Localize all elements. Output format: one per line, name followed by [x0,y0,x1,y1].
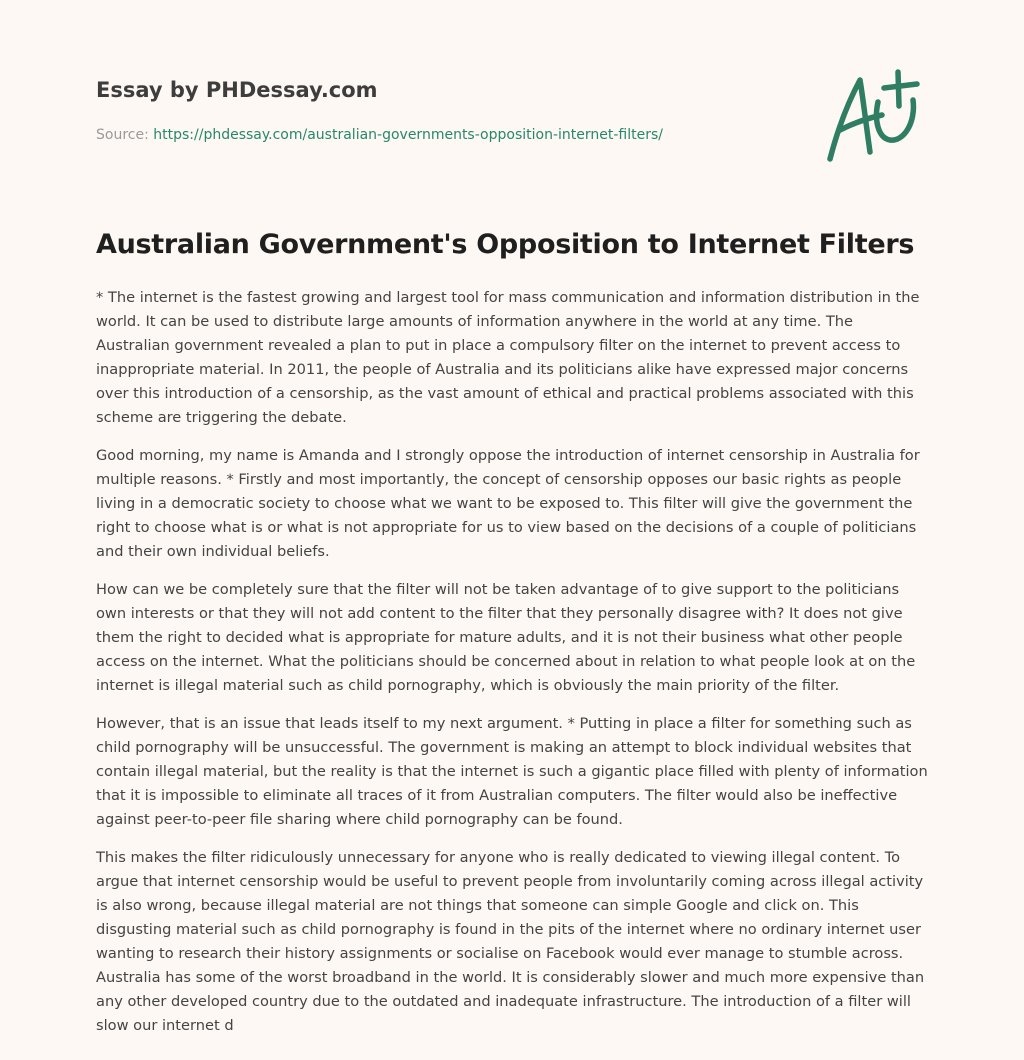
essay-paragraph: Good morning, my name is Amanda and I strongly oppose the introduction of internet censorship in Australia for multiple reasons. * Firstly and most importantly, the concept of censorship opposes our basic rights as people living in a democratic society to choose what we want to be exposed to. This filter will give the government the right to choose what is or what is not appropriate for us to view based on the decisions of a couple of politicians and their own individual beliefs. [96,447,920,560]
essay-paragraph: However, that is an issue that leads itself to my next argument. * Putting in place a filter for something such as child pornography will be unsuccessful. The government is making an attempt to block individual websites that contain illegal material, but the reality is that the internet is such a gigantic place filled with plenty of information that it is impossible to eliminate all traces of it from Australian computers. The filter would also be ineffective against peer-to-peer file sharing where child pornography can be found. [96,715,928,828]
source-label: Source: [96,127,154,143]
essay-paragraph: This makes the filter ridiculously unnecessary for anyone who is really dedicated to viewing illegal content. To argue that internet censorship would be useful to prevent people from involuntarily coming across illegal activity is also wrong, because illegal material are not things that someone can simple Google and click on. This disgusting material such as child pornography is found in the pits of the internet where no ordinary internet user wanting to research their history assignments or socialise on Facebook would ever manage to stumble across. Australia has some of the worst broadband in the world. It is considerably slower and much more expensive than any other developed country due to the outdated and inadequate infrastructure. The introduction of a filter will slow our internet d [96,849,925,1034]
essay-header [96,76,796,144]
essay-paragraph: How can we be completely sure that the filter will not be taken advantage of to give support to the politicians own interests or that they will not add content to the filter that they personally disagree with? It does not give them the right to decided what is appropriate for mature adults, and it is not their business what other people access on the internet. What the politicians should be concerned about in relation to what people look at on the internet is illegal material such as child pornography, which is obviously the main priority of the filter. [96,581,916,694]
essay-body [96,286,928,1052]
essay-paragraph: * The internet is the fastest growing and largest tool for mass communication and information distribution in the world. It can be used to distribute large amounts of information anywhere in the world at any time. The Australian government revealed a plan to put in place a compulsory filter on the internet to prevent access to inappropriate material. In 2011, the people of Australia and its politicians alike have expressed major concerns over this introduction of a censorship, as the vast amount of ethical and practical problems associated with this scheme are triggering the debate. [96,289,920,426]
site-brand: Essay by PHDessay.com [96,78,378,102]
essay-title: Australian Government's Opposition to Internet Filters [96,229,915,260]
a-plus-logo-icon [820,66,930,166]
source-line [96,126,796,144]
source-link[interactable]: https://phdessay.com/australian-governments-opposition-internet-filters/ [153,127,663,143]
